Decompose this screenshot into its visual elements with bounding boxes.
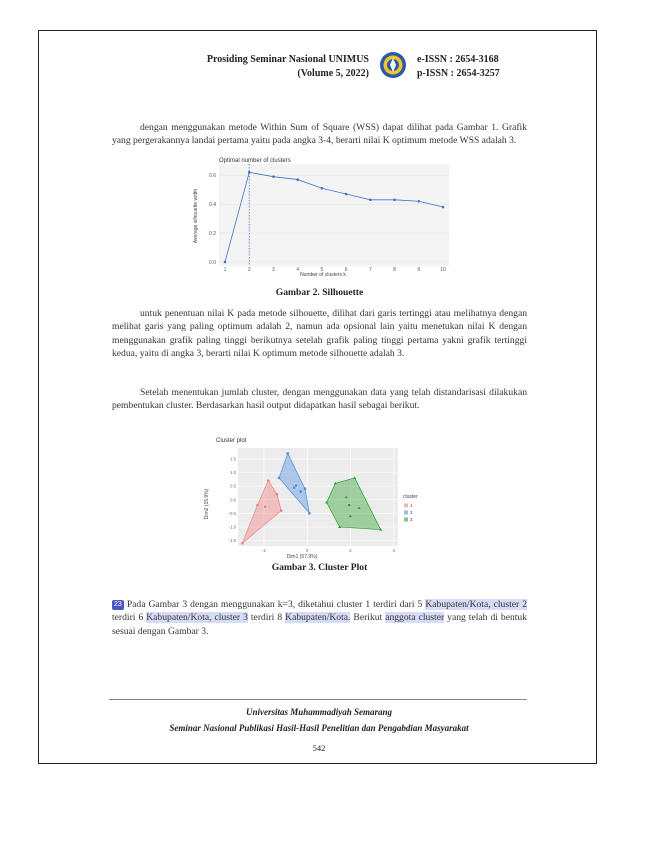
x-tick-label: 4 <box>392 548 395 553</box>
data-point <box>417 200 420 203</box>
x-tick-label: 6 <box>344 267 348 273</box>
paragraph-wss-text: dengan menggunakan metode Within Sum of Square (WSS) dapat dilihat pada Gambar 1. Grafik yang pergerakannya landai pertama yaitu pada angka 3-4, berarti nilai K optimum metode WSS adalah 3. <box>112 122 527 147</box>
legend-title: cluster <box>403 494 418 500</box>
y-tick-label: 0.6 <box>209 173 216 180</box>
x-tick-label: 5 <box>320 267 324 273</box>
cluster-1-center <box>263 505 267 509</box>
cluster-2-point <box>308 512 310 514</box>
p4-part1: Pada Gambar 3 dengan menggunakan k=3, diketahui cluster 1 terdiri dari 5 <box>126 599 423 610</box>
p4-part2: terdiri 6 <box>112 612 144 624</box>
legend-label-3: 3 <box>410 517 413 522</box>
cluster-2-point <box>287 452 289 454</box>
paragraph-cluster-intro-text: Setelah menentukan jumlah cluster, dengan menggunakan data yang telah distandarisasi dilakukan pembentukan cluster. Berdasarkan hasil output didapatkan hasil sebagai berikut. <box>112 387 527 412</box>
data-point <box>248 171 251 174</box>
cluster-y-axis-label: Dim2 (15.9%) <box>204 488 210 520</box>
highlight-1[interactable]: Kabupaten/Kota, cluster 2 <box>425 599 528 610</box>
legend-key-3 <box>404 518 408 522</box>
y-tick-label: 0.0 <box>230 497 236 503</box>
cluster-x-axis-label: Dim1 (57.9%) <box>286 554 318 560</box>
issn-block <box>417 53 500 81</box>
data-point <box>272 175 275 178</box>
pissn: p-ISSN : 2654-3257 <box>417 68 500 79</box>
cluster-1-point <box>267 479 270 482</box>
y-tick-label: -1.0 <box>228 524 236 530</box>
x-tick-label: 7 <box>368 267 372 273</box>
x-tick-label: 2 <box>247 267 251 273</box>
cluster-plot-area <box>229 448 398 553</box>
x-axis-label: Number of clusters k <box>300 272 346 278</box>
cluster-1-point <box>276 493 279 496</box>
data-point <box>393 199 396 202</box>
y-tick-label: 0.4 <box>209 201 216 208</box>
x-tick-label: 2 <box>349 548 352 553</box>
data-point <box>369 199 372 202</box>
plot-background <box>219 164 449 266</box>
proceeding-title-line1: Prosiding Seminar Nasional UNIMUS <box>206 54 369 65</box>
p4-part4: Berikut <box>353 612 383 624</box>
x-tick-label: 10 <box>440 267 446 273</box>
page-header <box>189 49 519 89</box>
chart-title: Optimal number of clusters <box>219 158 291 164</box>
y-tick-label: 0.5 <box>230 483 236 489</box>
footer-divider <box>109 699 527 700</box>
footer-seminar: Seminar Nasional Publikasi Hasil-Hasil Penelitian dan Pengabdian Masyarakat <box>169 723 469 733</box>
cluster-1-point <box>241 542 244 545</box>
x-tick-label: 4 <box>296 267 300 273</box>
x-tick-label: 0 <box>306 548 309 553</box>
highlight-4[interactable]: anggota cluster <box>385 612 445 624</box>
cluster-legend <box>403 494 418 522</box>
y-tick-label: -1.5 <box>228 538 236 544</box>
legend-key-1 <box>404 504 408 508</box>
data-point <box>345 193 348 196</box>
paragraph-silhouette-text: untuk penentuan nilai K pada metode silhouette, dilihat dari garis tertinggi atau melihatnya dengan melihat garis yang paling optimum adalah 2, namun ada opsional lain yaitu menetukan nilai K dengan menggunakan grafik paling tinggi berikutnya setelah grafik paling tinggi pertama yakni grafik tertinggi kedua, yaitu di angka 3, berarti nilai K optimum metode silhouette adalah 3. <box>112 308 527 360</box>
cluster-2-point <box>300 490 302 492</box>
cluster-1-point <box>256 504 259 507</box>
proceeding-title <box>189 53 369 81</box>
cluster-1-point <box>280 509 283 512</box>
cluster-chart-title: Cluster plot <box>216 438 247 444</box>
unimus-logo-icon <box>379 49 407 81</box>
x-tick-label: 9 <box>417 267 421 273</box>
comment-badge[interactable]: 23 <box>114 601 122 608</box>
cluster-2-point <box>278 477 280 479</box>
x-tick-label: 1 <box>223 267 227 273</box>
y-axis-label: Average silhouette width <box>193 188 199 244</box>
data-point <box>442 206 445 209</box>
proceeding-volume: (Volume 5, 2022) <box>297 68 369 79</box>
paragraph-silhouette <box>112 307 527 361</box>
paragraph-cluster-members <box>112 598 527 638</box>
page-number: 542 <box>312 743 326 753</box>
footer-university: Universitas Muhammadiyah Semarang <box>245 707 393 717</box>
x-tick-label: -2 <box>262 548 266 553</box>
x-tick-label: 8 <box>393 267 396 273</box>
eissn: e-ISSN : 2654-3168 <box>417 54 499 65</box>
plot-area <box>209 164 449 273</box>
y-tick-label: 1.5 <box>230 456 236 462</box>
x-tick-label: 3 <box>272 267 275 273</box>
cluster-3-center <box>347 503 351 507</box>
p4-part3: terdiri 8 <box>250 612 283 624</box>
highlight-2[interactable]: Kabupaten/Kota, cluster 3 <box>146 612 248 624</box>
figure2-caption: Gambar 2. Silhouette <box>275 287 364 298</box>
paragraph-cluster-intro <box>112 386 527 413</box>
y-tick-label: 0.0 <box>209 259 216 266</box>
data-point <box>321 187 324 190</box>
cluster-2-center <box>294 484 298 488</box>
figure3-caption: Gambar 3. Cluster Plot <box>271 562 368 573</box>
silhouette-chart <box>191 154 451 278</box>
paragraph-wss <box>112 121 527 148</box>
data-point <box>296 178 299 181</box>
legend-label-1: 1 <box>410 503 413 508</box>
p4-part5: yang telah di bentuk sesuai dengan Gambar 3. <box>112 612 528 637</box>
document-page <box>38 30 597 764</box>
legend-key-2 <box>404 511 408 515</box>
highlight-3[interactable]: Kabupaten/Kota. <box>285 612 351 624</box>
cluster-plot <box>202 434 434 560</box>
y-tick-label: 1.0 <box>230 470 236 476</box>
data-point <box>224 261 227 264</box>
y-tick-label: -0.5 <box>228 510 236 516</box>
legend-label-2: 2 <box>410 510 413 515</box>
y-tick-label: 0.2 <box>209 230 216 237</box>
cluster-2-point <box>304 488 306 490</box>
